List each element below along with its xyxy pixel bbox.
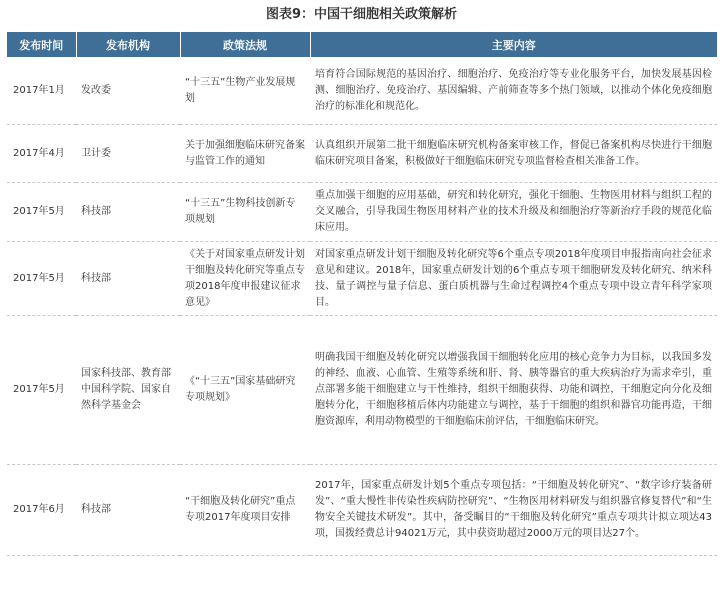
cell-policy: 《关于对国家重点研发计划干细胞及转化研究等重点专项2018年度申报建议征求意见》 bbox=[180, 242, 310, 316]
table-row bbox=[7, 242, 717, 316]
cell-date: 2017年5月 bbox=[7, 316, 76, 465]
table-row bbox=[7, 316, 717, 465]
cell-content: 认真组织开展第二批干细胞临床研究机构备案审核工作，督促已备案机构尽快进行干细胞临床研究项目备案，积极做好干细胞临床研究专项监督检查相关准备工作。 bbox=[310, 125, 717, 183]
cell-content: 培育符合国际规范的基因治疗、细胞治疗、免疫治疗等专业化服务平台，加快发展基因检测、细胞治疗、免疫治疗、基因编辑、产前筛查等多个热门领域，以推动个体化免疫细胞治疗的标准化和规范化。 bbox=[310, 57, 717, 125]
cell-date: 2017年5月 bbox=[7, 242, 76, 316]
cell-content: 明确我国干细胞及转化研究以增强我国干细胞转化应用的核心竞争力为目标，以我国多发的神经、血液、心血管、生殖等系统和肝、肾、胰等器官的重大疾病治疗为需求牵引，重点部署多能干细胞建立与干性维持，组织干细胞获得、功能和调控，干细胞定向分化及细胞转分化，干细胞移植后体内功能建立与调控，基于干细胞的组织和器官功能再造，干细胞资源库，利用动物模型的干细胞临床前评估，干细胞临床研究。 bbox=[310, 316, 717, 465]
table-row bbox=[7, 57, 717, 125]
cell-date: 2017年4月 bbox=[7, 125, 76, 183]
table-header-row bbox=[7, 32, 717, 57]
cell-date: 2017年5月 bbox=[7, 183, 76, 242]
table-row bbox=[7, 125, 717, 183]
cell-org: 发改委 bbox=[76, 57, 180, 125]
cell-org: 国家科技部、教育部中国科学院、国家自然科学基金会 bbox=[76, 316, 180, 465]
cell-policy: “十三五”生物科技创新专项规划 bbox=[180, 183, 310, 242]
cell-policy: 《“十三五”国家基础研究专项规划》 bbox=[180, 316, 310, 465]
cell-date: 2017年1月 bbox=[7, 57, 76, 125]
cell-content: 2017年，国家重点研发计划5个重点专项包括：“干细胞及转化研究”、“数字诊疗装备研发”、“重大慢性非传染性疾病防控研究”、“生物医用材料研发与组织器官修复替代”和“生物安全关键技术研发”。其中，备受瞩目的“干细胞及转化研究”重点专项共计拟立项达43项，国拨经费总计94021万元，其中获资助超过2000万元的项目达27个。 bbox=[310, 465, 717, 556]
cell-org: 科技部 bbox=[76, 242, 180, 316]
table-row bbox=[7, 183, 717, 242]
column-header-content: 主要内容 bbox=[310, 32, 717, 57]
cell-content: 重点加强干细胞的应用基础，研究和转化研究，强化干细胞、生物医用材料与组织工程的交叉融合，引导我国生物医用材料产业的技术升级及和细胞治疗等新治疗手段的规范化临床应用。 bbox=[310, 183, 717, 242]
policy-table bbox=[7, 32, 717, 556]
cell-date: 2017年6月 bbox=[7, 465, 76, 556]
page-title: 图表9：中国干细胞相关政策解析 bbox=[265, 7, 458, 22]
cell-content: 对国家重点研发计划干细胞及转化研究等6个重点专项2018年度项目申报指南向社会征求意见和建议。2018年，国家重点研发计划的6个重点专项干细胞研发及转化研究、纳米科技、量子调控与量子信息、蛋白质机器与生命过程调控4个重点专项中设立青年科学家项目。 bbox=[310, 242, 717, 316]
cell-org: 科技部 bbox=[76, 183, 180, 242]
cell-policy: “十三五”生物产业发展规划 bbox=[180, 57, 310, 125]
column-header-policy: 政策法规 bbox=[180, 32, 310, 57]
cell-org: 科技部 bbox=[76, 465, 180, 556]
column-header-org: 发布机构 bbox=[76, 32, 180, 57]
cell-policy: “干细胞及转化研究”重点专项2017年度项目安排 bbox=[180, 465, 310, 556]
cell-policy: 关于加强细胞临床研究备案与监管工作的通知 bbox=[180, 125, 310, 183]
column-header-date: 发布时间 bbox=[7, 32, 76, 57]
cell-org: 卫计委 bbox=[76, 125, 180, 183]
table-row bbox=[7, 465, 717, 556]
